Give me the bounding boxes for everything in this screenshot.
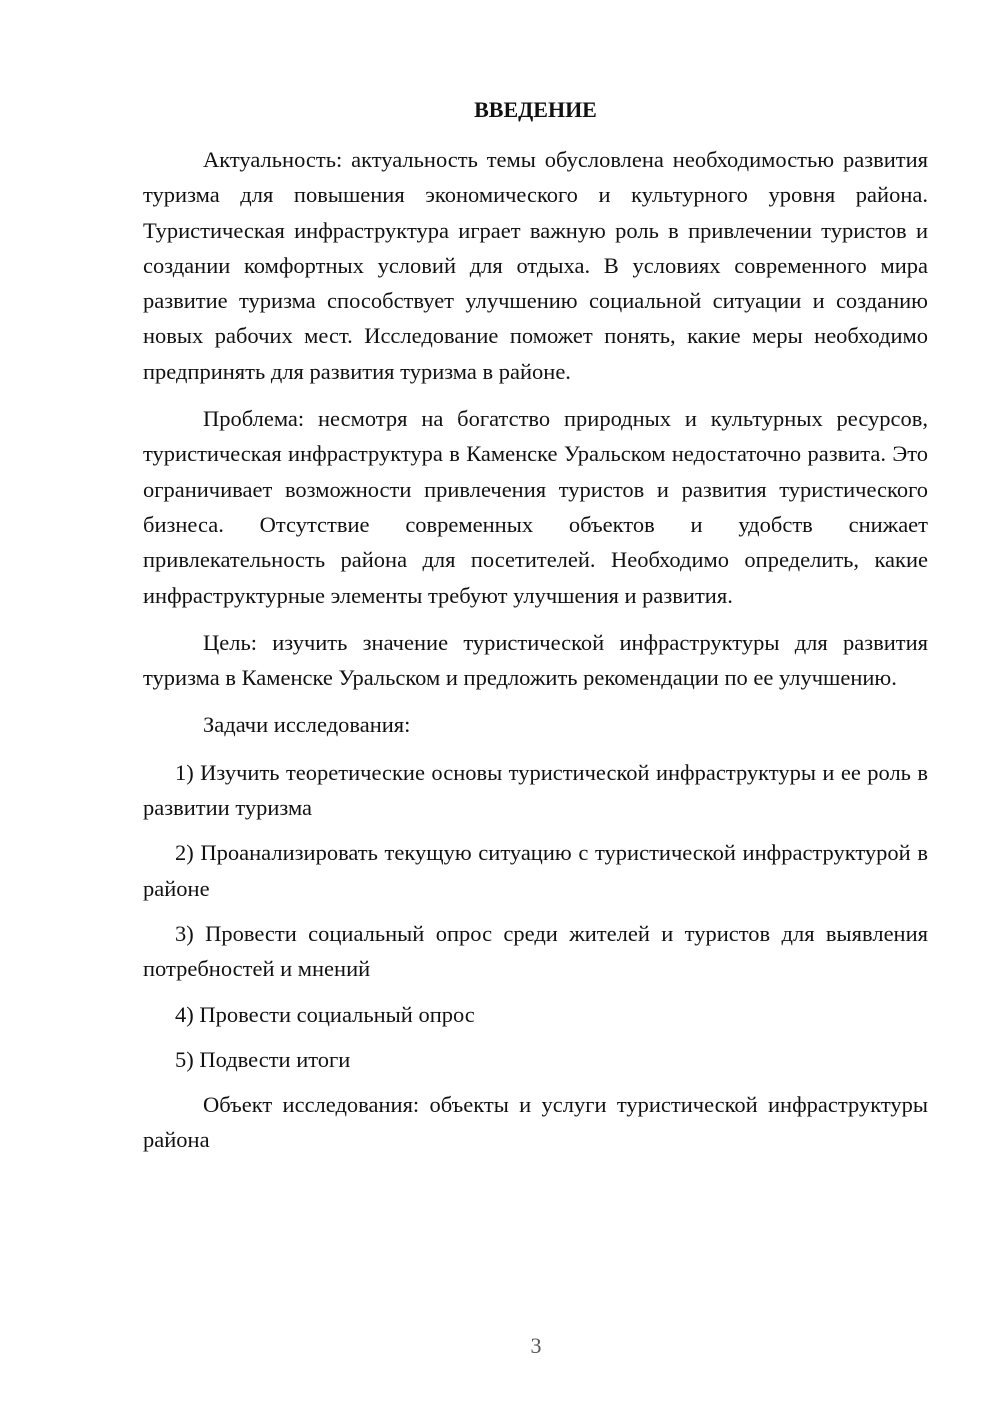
problem-paragraph: Проблема: несмотря на богатство природных и культурных ресурсов, туристическая инфраструктура в Каменске Уральском недостаточно развита. Это ограничивает возможности привлечения туристов и развития туристического бизнеса. Отсутствие современных объектов и удобств снижает привлекательность района для посетителей. Необходимо определить, какие инфраструктурные элементы требуют улучшения и развития. — [143, 406, 928, 608]
page-number: 3 — [530, 1333, 542, 1358]
document-body — [143, 92, 928, 1170]
task-item-4: 4) Провести социальный опрос — [175, 1001, 475, 1027]
tasks-heading: Задачи исследования: — [203, 712, 411, 738]
relevance-paragraph: Актуальность: актуальность темы обусловлена необходимостью развития туризма для повышения экономического и культурного уровня района. Туристическая инфраструктура играет важную роль в привлечении туристов и создании комфортных условий для отдыха. В условиях современного мира развитие туризма способствует улучшению социальной ситуации и созданию новых рабочих мест. Исследование поможет понять, какие меры необходимо предпринять для развития туризма в районе. — [143, 147, 928, 384]
page-title: ВВЕДЕНИЕ — [474, 97, 597, 122]
task-item-5: 5) Подвести итоги — [175, 1046, 351, 1072]
task-item-2: 2) Проанализировать текущую ситуацию с туристической инфраструктурой в районе — [143, 840, 928, 901]
research-object-paragraph: Объект исследования: объекты и услуги туристической инфраструктуры района — [143, 1092, 928, 1153]
task-item-3: 3) Провести социальный опрос среди жителей и туристов для выявления потребностей и мнений — [143, 920, 928, 982]
goal-paragraph: Цель: изучить значение туристической инфраструктуры для развития туризма в Каменске Уральском и предложить рекомендации по ее улучшению. — [143, 629, 928, 691]
task-item-1: 1) Изучить теоретические основы туристической инфраструктуры и ее роль в развитии туризма — [143, 759, 928, 821]
